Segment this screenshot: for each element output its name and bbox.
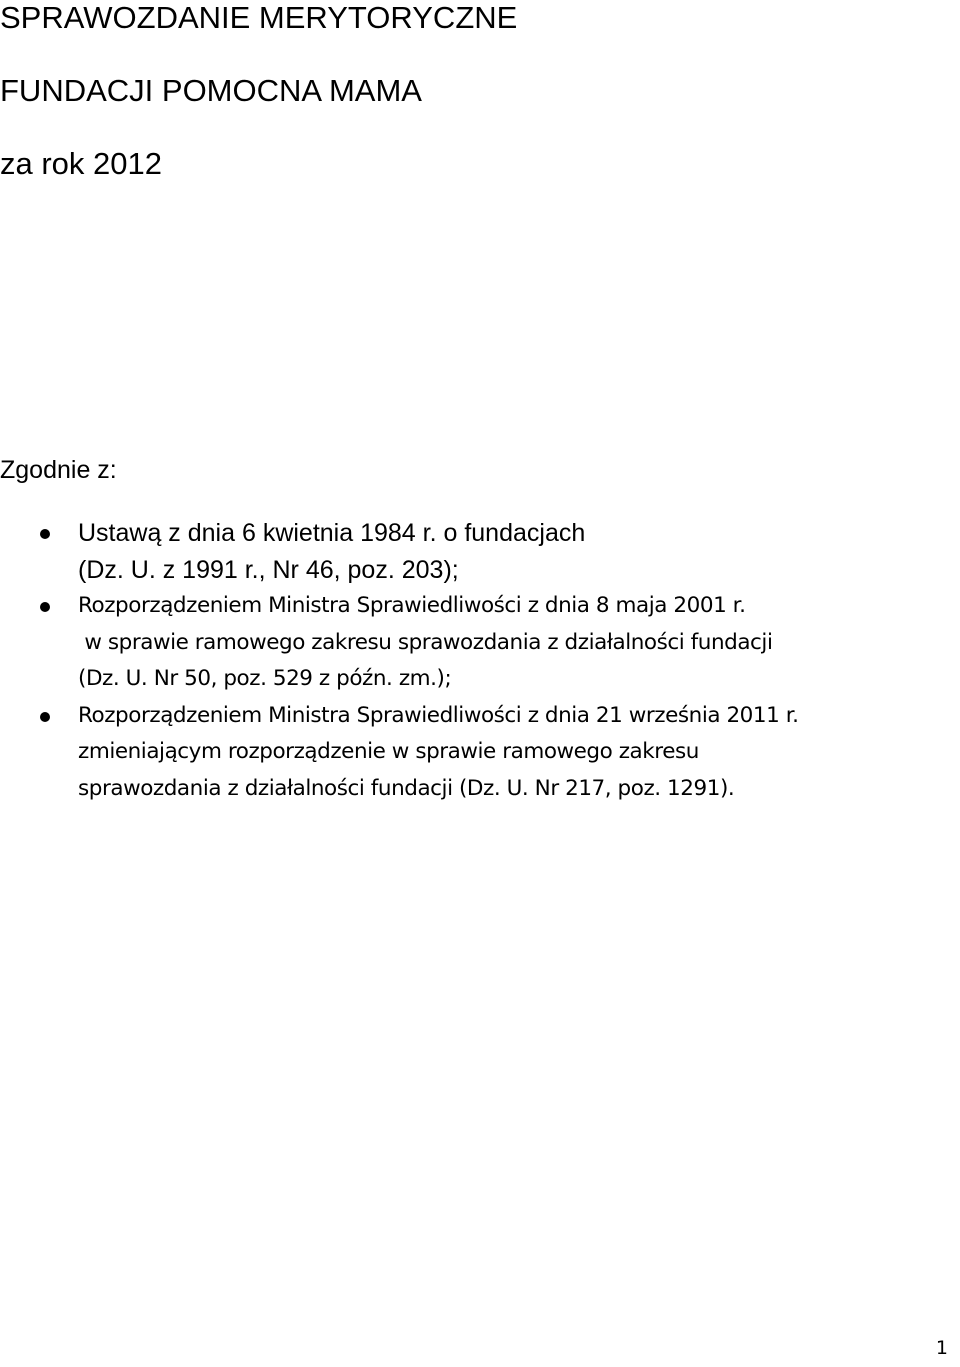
title-line-1: SPRAWOZDANIE MERYTORYCZNE <box>0 0 518 35</box>
list-item-line: w sprawie ramowego zakresu sprawozdania z działalności fundacji <box>78 629 773 655</box>
list-item-line: Rozporządzeniem Ministra Sprawiedliwości z dnia 8 maja 2001 r. <box>78 593 746 618</box>
list-item-line: (Dz. U. Nr 50, poz. 529 z późn. zm.); <box>78 666 452 691</box>
legal-basis-list <box>0 515 960 807</box>
bullet-icon <box>40 529 50 539</box>
intro-text: Zgodnie z: <box>0 456 117 484</box>
title-line-2: FUNDACJI POMOCNA MAMA <box>0 73 422 108</box>
list-item-line: (Dz. U. z 1991 r., Nr 46, poz. 203); <box>78 555 459 584</box>
list-item-line: zmieniającym rozporządzenie w sprawie ramowego zakresu <box>78 739 699 764</box>
bullet-icon <box>40 712 50 722</box>
bullet-icon <box>40 602 50 612</box>
list-item-line: Ustawą z dnia 6 kwietnia 1984 r. o fundacjach <box>78 519 586 547</box>
list-item-line: sprawozdania z działalności fundacji (Dz. U. Nr 217, poz. 1291). <box>78 775 735 801</box>
list-item <box>0 515 960 588</box>
list-item <box>0 698 960 808</box>
title-line-3: za rok 2012 <box>0 146 162 181</box>
list-item-line: Rozporządzeniem Ministra Sprawiedliwości z dnia 21 września 2011 r. <box>78 702 799 728</box>
list-item <box>0 588 960 698</box>
page-number: 1 <box>935 1337 948 1359</box>
